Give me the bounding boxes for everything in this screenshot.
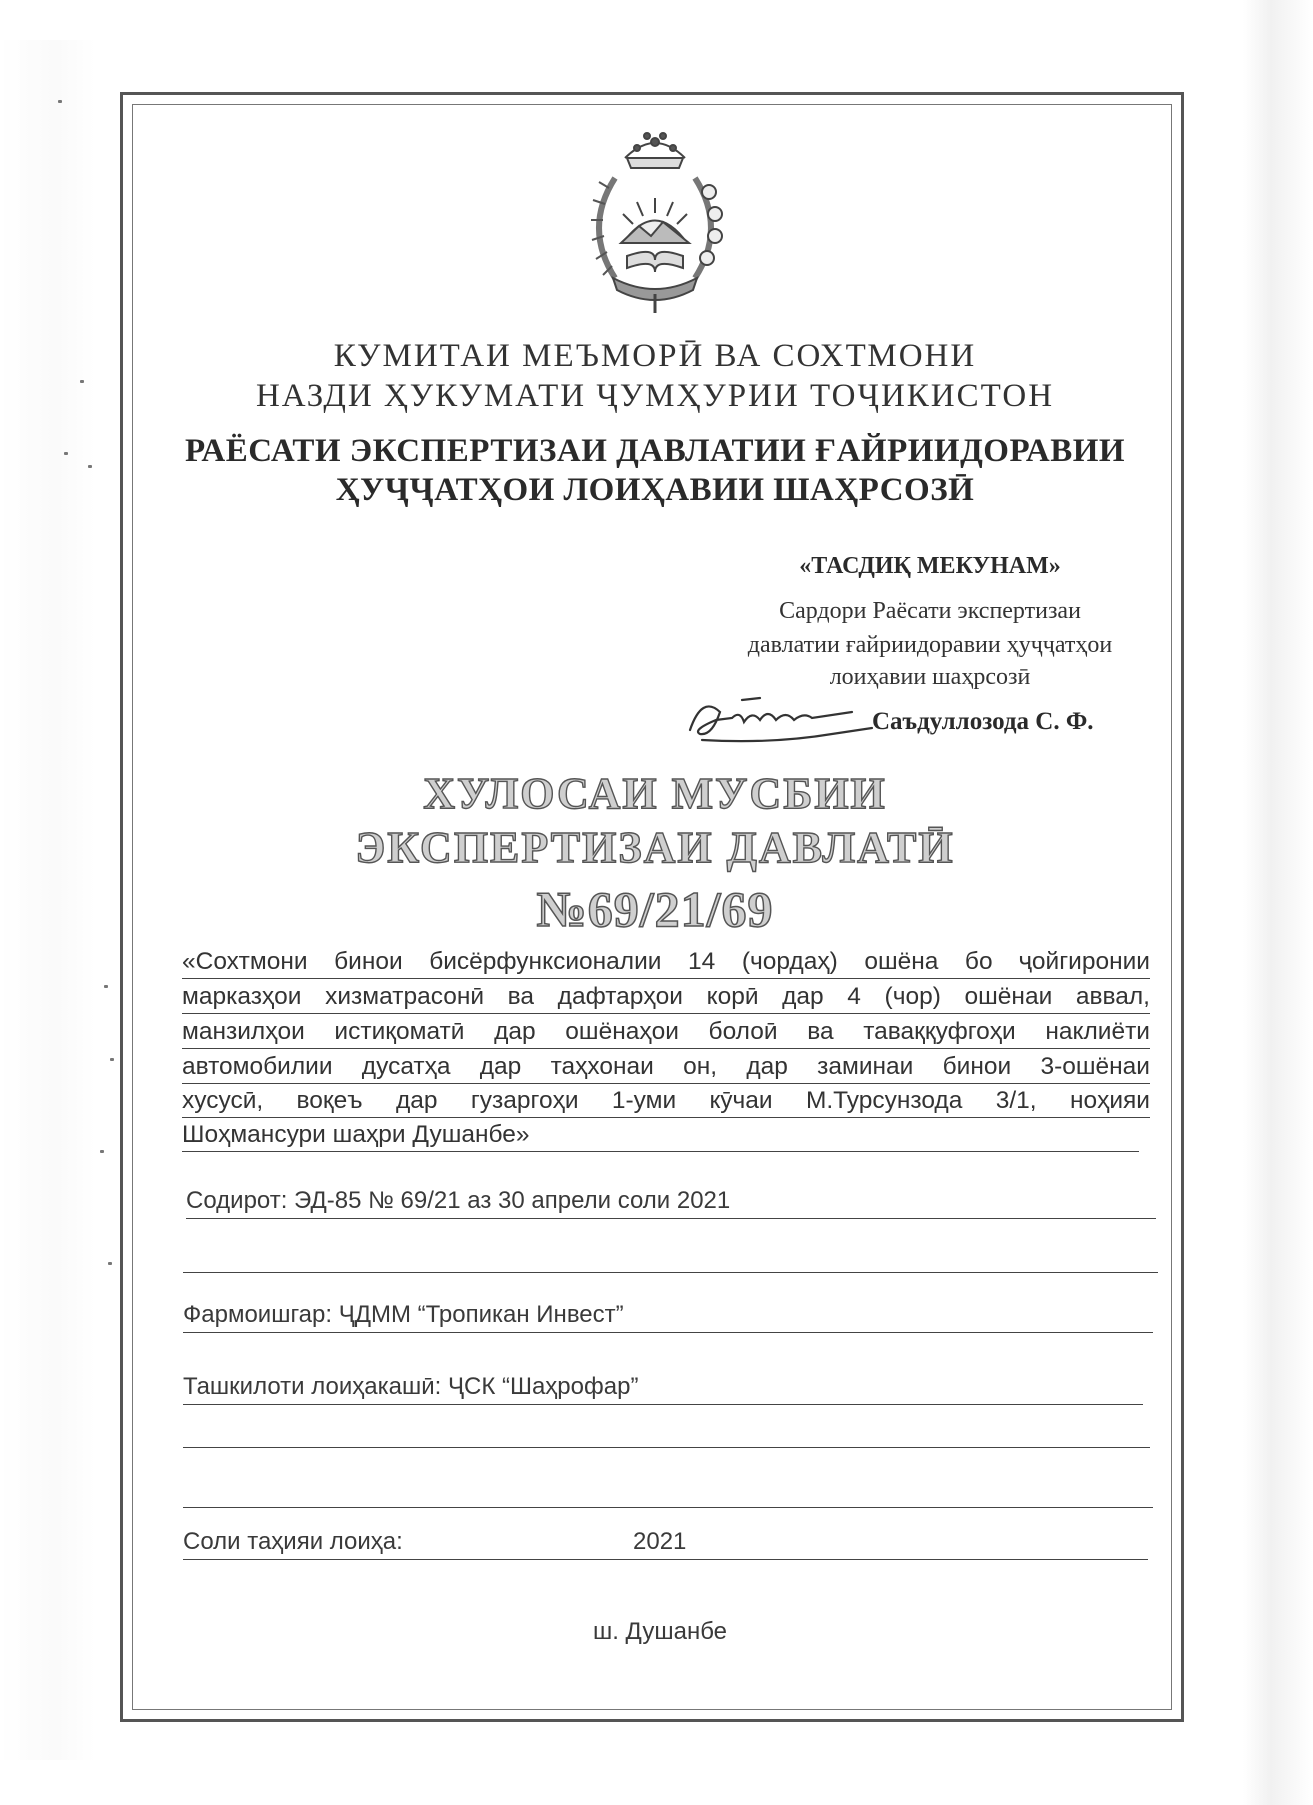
project-description-line: хусусӣ, воқеъ дар гузаргоҳи 1-уми кӯчаи М.Турсунзода 3/1, ноҳияи <box>182 1085 1150 1118</box>
presidium-title-line1: РАЁСАТИ ЭКСПЕРТИЗАИ ДАВЛАТИИ ҒАЙРИИДОРАВИИ <box>184 433 1126 469</box>
project-description-line: «Сохтмони бинои бисёрфунксионалии 14 (чордаҳ) ошёна бо ҷойгиронии <box>182 946 1150 979</box>
customer-value: Фармоишгар: ҶДММ “Тропикан Инвест” <box>183 1301 624 1328</box>
scan-shadow-right <box>1243 0 1313 1805</box>
designer-value: Ташкилоти лоиҳакашӣ: ҶСК “Шаҳрофар” <box>183 1373 639 1400</box>
scan-speck <box>100 1150 104 1153</box>
committee-title-line2: НАЗДИ ҲУКУМАТИ ҶУМҲУРИИ ТОҶИКИСТОН <box>255 378 1055 414</box>
designer-field <box>183 1370 1143 1405</box>
blank-underline <box>183 1507 1153 1508</box>
city-footer: ш. Душанбе <box>592 1618 728 1645</box>
scan-speck <box>58 100 62 103</box>
design-year-label: Соли таҳияи лоиҳа: <box>183 1528 403 1555</box>
approver-position-line3: лоиҳавии шаҳрсозӣ <box>829 664 1031 690</box>
project-description-line: автомобилии дусатҳа дар таҳхонаи он, дар заминаи бинои 3-ошёнаи <box>182 1051 1150 1084</box>
project-description-line: Шоҳмансури шаҳри Душанбе» <box>182 1119 1139 1152</box>
scan-speck <box>110 1058 114 1061</box>
scan-speck <box>108 1262 112 1265</box>
approver-position-line2: давлатии ғайриидоравии ҳуҷҷатҳои <box>747 632 1113 658</box>
handwritten-signature <box>682 690 892 750</box>
customer-field <box>183 1298 1153 1333</box>
design-year-value: 2021 <box>633 1528 687 1555</box>
document-title-line1: ХУЛОСАИ МУСБИИ <box>423 769 887 818</box>
approver-position-line1: Сардори Раёсати экспертизаи <box>779 598 1081 624</box>
presidium-title-line2: ҲУҶҶАТҲОИ ЛОИҲАВИИ ШАҲРСОЗӢ <box>335 472 975 508</box>
approver-name: Саъдуллозода С. Ф. <box>872 708 1094 735</box>
scan-speck <box>64 452 68 455</box>
scan-shadow-left <box>0 40 95 1760</box>
issued-field <box>186 1184 1156 1219</box>
blank-underline <box>183 1272 1158 1273</box>
scan-speck <box>80 380 84 383</box>
approval-heading: «ТАСДИҚ МЕКУНАМ» <box>799 553 1061 579</box>
project-description-line: марказҳои хизматрасонӣ ва дафтарҳои корӣ дар 4 (чор) ошёнаи аввал, <box>182 981 1150 1014</box>
design-year-field <box>183 1525 1148 1560</box>
committee-title-line1: КУМИТАИ МЕЪМОРӢ ВА СОХТМОНИ <box>333 338 977 374</box>
document-title-line2: ЭКСПЕРТИЗАИ ДАВЛАТӢ <box>355 823 955 872</box>
scan-speck <box>88 465 92 468</box>
state-emblem-icon <box>555 118 755 318</box>
blank-underline <box>183 1447 1150 1448</box>
scan-speck <box>104 985 108 988</box>
project-description-line: манзилҳои истиқоматӣ дар ошёнаҳои болоӣ ва таваққуфгоҳи наклиёти <box>182 1016 1150 1049</box>
document-number: №69/21/69 <box>536 881 774 937</box>
issued-value: Содирот: ЭД-85 № 69/21 аз 30 апрели соли 2021 <box>186 1187 731 1214</box>
